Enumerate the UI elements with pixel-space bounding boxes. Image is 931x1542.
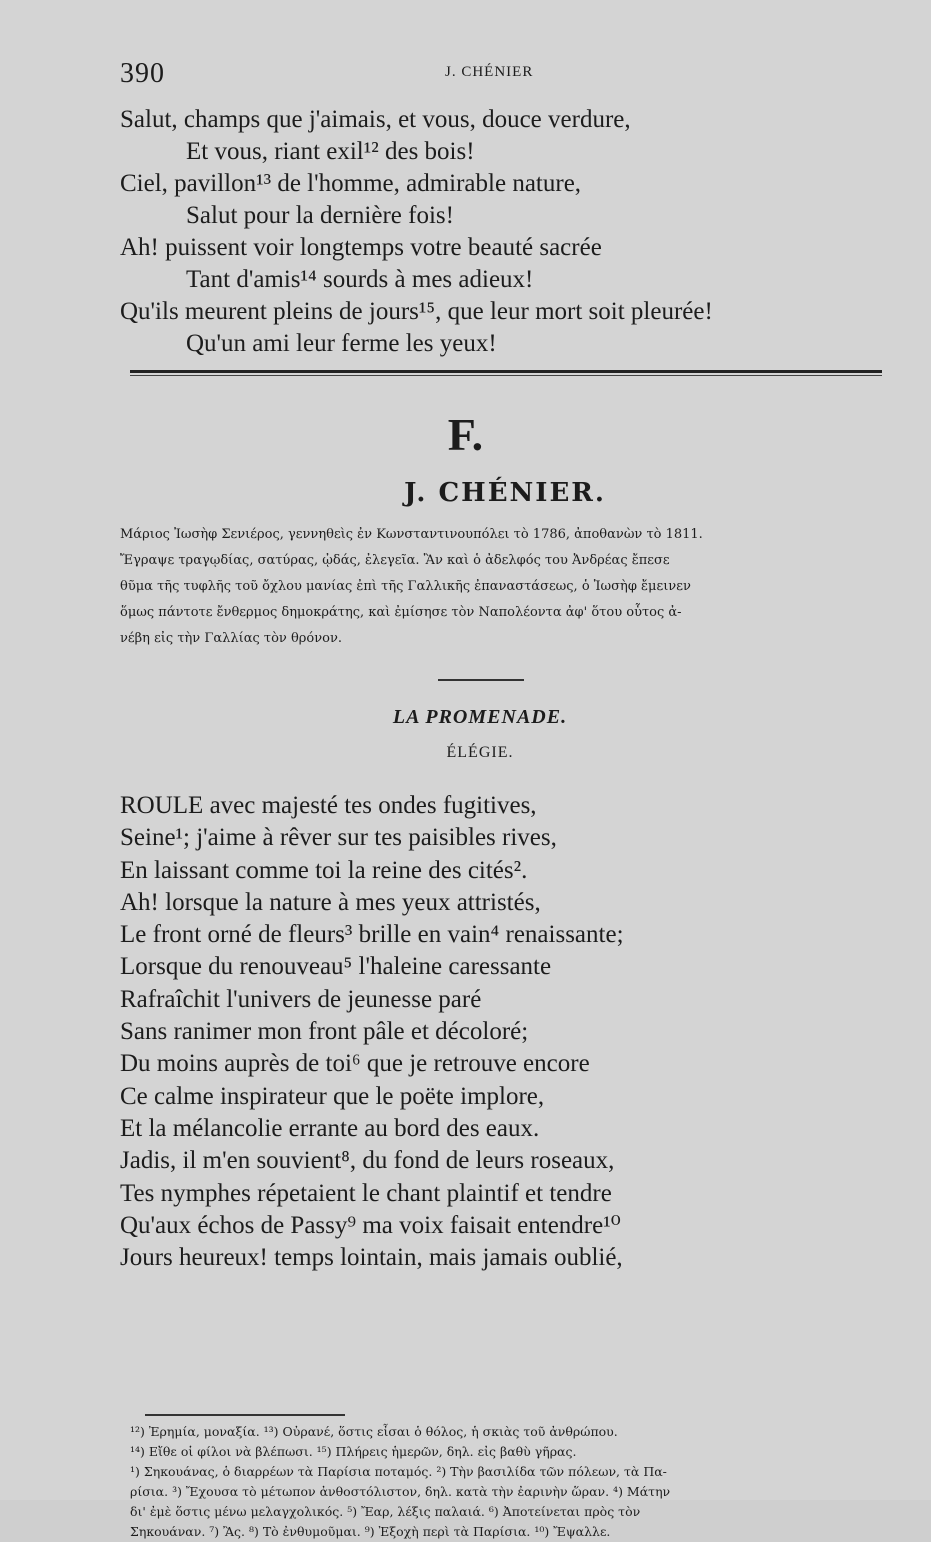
verse-line: Ciel, pavillon¹³ de l'homme, admirable nature,	[120, 170, 582, 197]
verse-line: En laissant comme toi la reine des cités².	[120, 856, 528, 884]
short-divider	[438, 679, 524, 681]
verse-line: Rafraîchit l'univers de jeunesse paré	[120, 985, 482, 1013]
footnote-line: ρίσια. ³) Ἔχουσα τὸ μέτωπον ἀνθοστόλιστον, δηλ. κατὰ τὴν ἐαρινὴν ὥραν. ⁴) Μάτην	[130, 1484, 671, 1499]
verse-line: Seine¹; j'aime à rêver sur tes paisibles rives,	[120, 824, 557, 852]
section-letter: F.	[447, 409, 484, 460]
footnote-line: δι' ἐμὲ ὅστις μένω μελαγχολικός. ⁵) Ἔαρ, λέξις παλαιά. ⁶) Ἀποτείνεται πρὸς τὸν	[130, 1504, 641, 1519]
verse-line: Salut, champs que j'aimais, et vous, douce verdure,	[120, 106, 631, 133]
verse-line: Salut pour la dernière fois!	[186, 202, 454, 229]
verse-line: ROULE avec majesté tes ondes fugitives,	[120, 792, 537, 819]
verse-line: Et la mélancolie errante au bord des eaux.	[120, 1114, 540, 1142]
bio-line: θῦμα τῆς τυφλῆς τοῦ ὄχλου μανίας ἐπὶ τῆς Γαλλικῆς ἐπαναστάσεως, ὁ Ἰωσὴφ ἔμεινεν	[120, 579, 691, 594]
footnote-line: ¹⁴) Εἴθε οἱ φίλοι νὰ βλέπωσι. ¹⁵) Πλήρεις ἡμερῶν, δηλ. εἰς βαθὺ γῆρας.	[130, 1444, 577, 1459]
verse-line: Qu'un ami leur ferme les yeux!	[186, 330, 497, 357]
author-biography	[120, 522, 882, 652]
verse-line: Jours heureux! temps lointain, mais jamais oublié,	[120, 1244, 623, 1272]
section-divider	[130, 370, 882, 376]
verse-line: Qu'ils meurent pleins de jours¹⁵, que leur mort soit pleurée!	[120, 298, 713, 325]
bio-line: ὅμως πάντοτε ἔνθερμος δημοκράτης, καὶ ἐμίσησε τὸν Ναπολέοντα ἀφ' ὅτου οὗτος ἀ-	[120, 605, 682, 620]
footnote-line: Σηκουάναν. ⁷) Ἂς. ⁸) Τὸ ἐνθυμοῦμαι. ⁹) Ἐξοχὴ περὶ τὰ Παρίσια. ¹⁰) Ἔψαλλε.	[130, 1524, 611, 1539]
verse-line: Tant d'amis¹⁴ sourds à mes adieux!	[186, 266, 534, 293]
verse-line: Ce calme inspirateur que le poëte implore,	[120, 1082, 545, 1110]
footnotes	[130, 1422, 900, 1542]
verse-line: Le front orné de fleurs³ brille en vain⁴ renaissante;	[120, 921, 624, 949]
footnote-line: ¹) Σηκουάνας, ὁ διαρρέων τὰ Παρίσια ποταμός. ²) Τὴν βασιλίδα τῶν πόλεων, τὰ Πα-	[130, 1464, 667, 1479]
poem-subtitle: ÉLÉGIE.	[446, 744, 514, 761]
verse-line: Sans ranimer mon front pâle et décoloré;	[120, 1018, 529, 1046]
author-name: J. CHÉNIER.	[404, 478, 606, 508]
running-title: J. CHÉNIER	[445, 64, 534, 80]
bio-line: Ἔγραψε τραγῳδίας, σατύρας, ᾠδάς, ἐλεγεῖα. Ἂν καὶ ὁ ἀδελφός του Ἀνδρέας ἔπεσε	[120, 553, 670, 568]
page-header	[120, 58, 860, 98]
poem-la-promenade	[120, 790, 880, 1274]
footnote-line: ¹²) Ἐρημία, μοναξία. ¹³) Οὐρανέ, ὅστις εἶσαι ὁ θόλος, ἡ σκιὰς τοῦ ἀνθρώπου.	[130, 1424, 618, 1439]
poem-title: LA PROMENADE.	[392, 706, 568, 728]
verse-line: Ah! puissent voir longtemps votre beauté sacrée	[120, 234, 602, 261]
bio-line: νέβη εἰς τὴν Γαλλίας τὸν θρόνον.	[120, 631, 343, 646]
verse-line: Tes nymphes répetaient le chant plaintif et tendre	[120, 1179, 612, 1207]
verse-line: Du moins auprès de toi⁶ que je retrouve encore	[120, 1050, 590, 1078]
verse-line: Ah! lorsque la nature à mes yeux attristés,	[120, 888, 541, 916]
verse-line: Lorsque du renouveau⁵ l'haleine caressante	[120, 953, 552, 981]
page-number: 390	[120, 58, 165, 89]
verse-line: Et vous, riant exil¹² des bois!	[186, 138, 475, 165]
verse-line: Jadis, il m'en souvient⁸, du fond de leurs roseaux,	[120, 1147, 615, 1175]
footnote-divider	[145, 1414, 345, 1416]
bio-line: Μάριος Ἰωσὴφ Σενιέρος, γεννηθεὶς ἐν Κωνσταντινουπόλει τὸ 1786, ἀποθανὼν τὸ 1811.	[120, 527, 703, 542]
poem-stanza-ending	[120, 104, 880, 360]
verse-line: Qu'aux échos de Passy⁹ ma voix faisait entendre¹⁰	[120, 1211, 621, 1239]
